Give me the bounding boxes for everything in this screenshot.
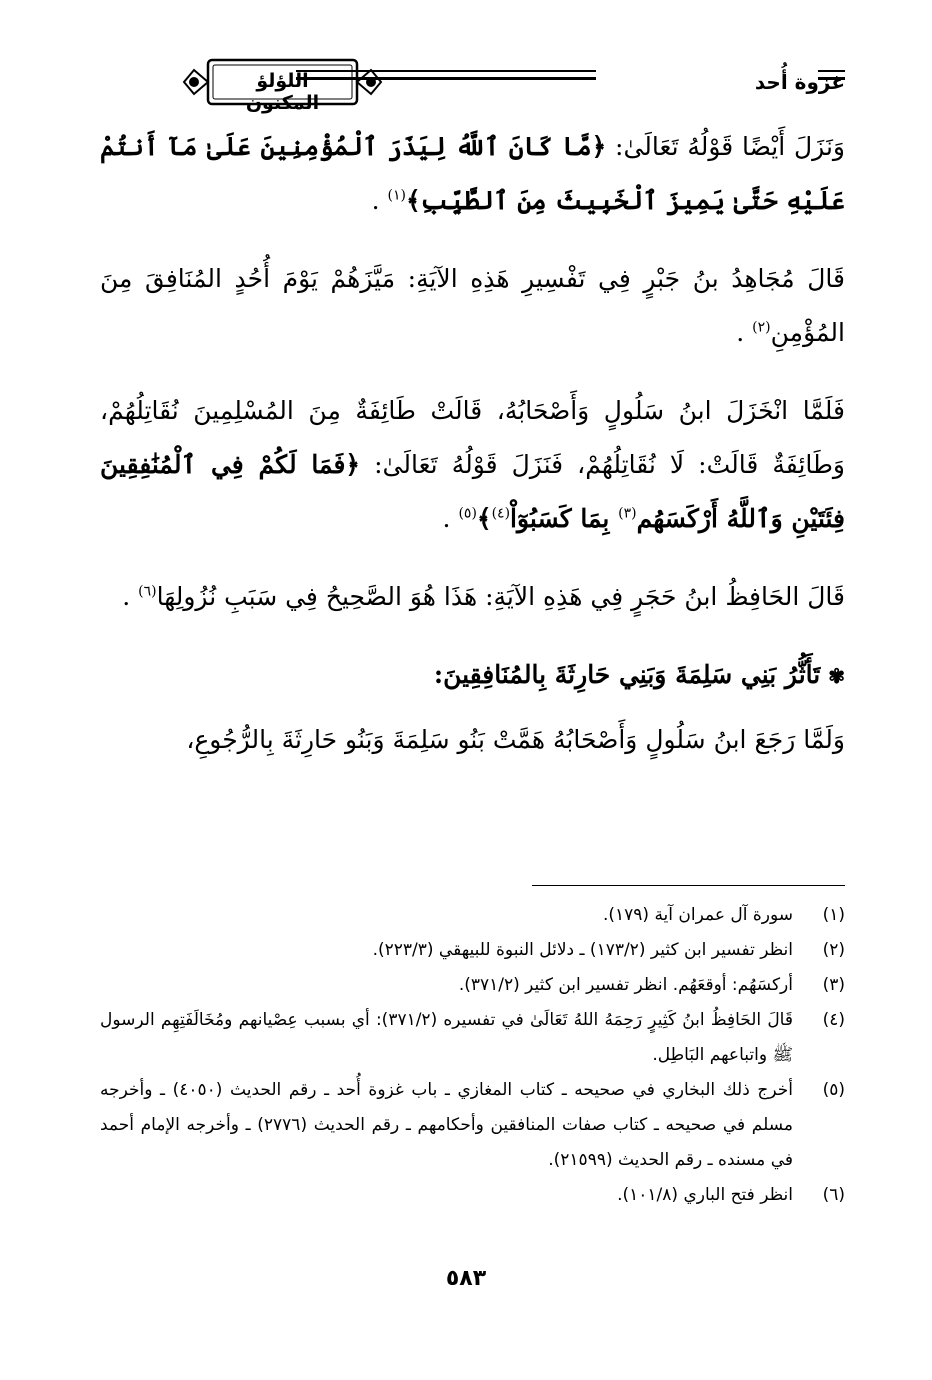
paragraph-tail: . (122, 582, 139, 611)
paragraph-4 (100, 570, 845, 624)
paragraph-tail: . (371, 186, 388, 215)
footnote-ref: (١) (387, 187, 406, 204)
paragraph-tail: . (442, 504, 459, 533)
quran-bracket-close: ﴾ (476, 504, 492, 533)
footnote-number: (١) (822, 905, 845, 925)
footnote-number: (٤) (822, 1010, 845, 1030)
footnote-4 (100, 1003, 845, 1073)
footnote-text: أركسَهُم: أوقعَهُم. انظر تفسير ابن كثير (٣٧١/٢). (458, 975, 793, 995)
paragraph-text: قَالَ الحَافِظُ ابنُ حَجَرٍ فِي هَذِهِ الآيَةِ: هَذَا هُوَ الصَّحِيحُ فِي سَبَبِ نُزُولِهَا (156, 582, 845, 611)
paragraph-3 (100, 384, 845, 546)
main-text (100, 120, 845, 791)
header-rule-right-top (818, 70, 845, 72)
paragraph-text: وَلَمَّا رَجَعَ ابنُ سَلُولٍ وَأَصْحَابُهُ هَمَّتْ بَنُو سَلِمَةَ وَبَنُو حَارِثَةَ بِالرُّجُوعِ، (186, 725, 845, 754)
section-heading-text: تَأَثُّرُ بَنِي سَلِمَةَ وَبَنِي حَارِثَةَ بِالمُنَافِقِينَ: (433, 660, 821, 689)
footnote-text: سورة آل عمران آية (١٧٩). (602, 905, 793, 925)
book-title-cartouche (180, 56, 385, 114)
flower-ornament-icon: ✾ (828, 664, 845, 688)
footnote-6 (100, 1178, 845, 1213)
footnote-number: (٦) (822, 1185, 845, 1205)
footnote-ref: (٣) (618, 505, 637, 522)
book-title: اللؤلؤ المكنون (245, 70, 320, 114)
paragraph-1 (100, 120, 845, 228)
paragraph-tail: . (736, 318, 753, 347)
footnote-text: أخرج ذلك البخاري في صحيحه ـ كتاب المغازي ـ باب غزوة أُحد ـ رقم الحديث (٤٠٥٠) ـ وأخرجه مسلم في صحيحه ـ كتاب صفات المنافقين وأحكامهم ـ رقم الحديث (٢٧٧٦) ـ وأخرجه الإمام أحمد في مسنده ـ رقم الحديث (٢١٥٩٩). (100, 1080, 793, 1170)
footnote-1 (100, 898, 845, 933)
paragraph-2 (100, 252, 845, 360)
paragraph-text: قَالَ مُجَاهِدُ بنُ جَبْرٍ فِي تَفْسِيرِ هَذِهِ الآيَةِ: مَيَّزَهُمْ يَوْمَ أُحُدٍ المُنَافِقَ مِنَ المُؤْمِنِ (100, 264, 845, 347)
paragraph-text: فَلَمَّا انْخَزَلَ ابنُ سَلُولٍ وَأَصْحَابُهُ، قَالَتْ طَائِفَةٌ مِنَ المُسْلِمِينَ نُقَاتِلُهُمْ، وَطَائِفَةٌ قَالَتْ: لَا نُقَاتِلُهُمْ، فَنَزَلَ قَوْلُهُ تَعَالَىٰ: (100, 396, 845, 479)
quran-verse-continued: بِمَا كَسَبُوٓاْ (510, 504, 619, 533)
running-header (100, 56, 845, 112)
paragraph-5 (100, 713, 845, 767)
footnotes (100, 898, 845, 1213)
chapter-title: غزوة أُحد (754, 70, 845, 94)
footnote-number: (٣) (822, 975, 845, 995)
paragraph-text: وَنَزَلَ أَيْضًا قَوْلُهُ تَعَالَىٰ: (606, 132, 845, 161)
footnote-ref: (٢) (752, 319, 771, 336)
footnote-text: انظر تفسير ابن كثير (١٧٣/٢) ـ دلائل النبوة للبيهقي (٢٢٣/٣). (372, 940, 793, 960)
header-rule-top (296, 70, 596, 72)
section-heading (100, 648, 845, 703)
footnote-number: (٥) (822, 1080, 845, 1100)
header-rule-right-bottom (818, 77, 845, 80)
page-number: ٥٨٣ (445, 1266, 487, 1291)
footnote-number: (٢) (822, 940, 845, 960)
quran-verse: ﴿فَمَا لَكُمْ فِي ٱلْمُنَٰفِقِينَ فِئَتَيْنِ وَٱللَّهُ أَرْكَسَهُم (100, 450, 845, 533)
header-rule-bottom (296, 77, 596, 80)
footnote-ref: (٥) (458, 505, 477, 522)
footnote-3 (100, 968, 845, 1003)
footnote-ref: (٤) (491, 505, 511, 522)
footnote-text: انظر فتح الباري (١٠١/٨). (617, 1185, 793, 1205)
footnote-2 (100, 933, 845, 968)
footnote-separator (532, 885, 845, 886)
footnote-text: قَالَ الحَافِظُ ابنُ كَثِيرٍ رَحِمَهُ اللهُ تَعَالَىٰ في تفسيره (٣٧١/٢): أي بسبب عِصْيانهم ومُخَالَفَتِهِم الرسول ﷺ واتباعهم البَاطِل. (100, 1010, 793, 1065)
footnote-5 (100, 1073, 845, 1178)
quran-verse: ﴿مَّا كَانَ ٱللَّهُ لِيَذَرَ ٱلْمُؤْمِنِينَ عَلَىٰ مَآ أَنتُمْ عَلَيْهِ حَتَّىٰ يَمِيزَ ٱلْخَبِيثَ مِنَ ٱلطَّيِّبِ﴾ (100, 132, 845, 215)
footnote-ref: (٦) (138, 583, 157, 600)
